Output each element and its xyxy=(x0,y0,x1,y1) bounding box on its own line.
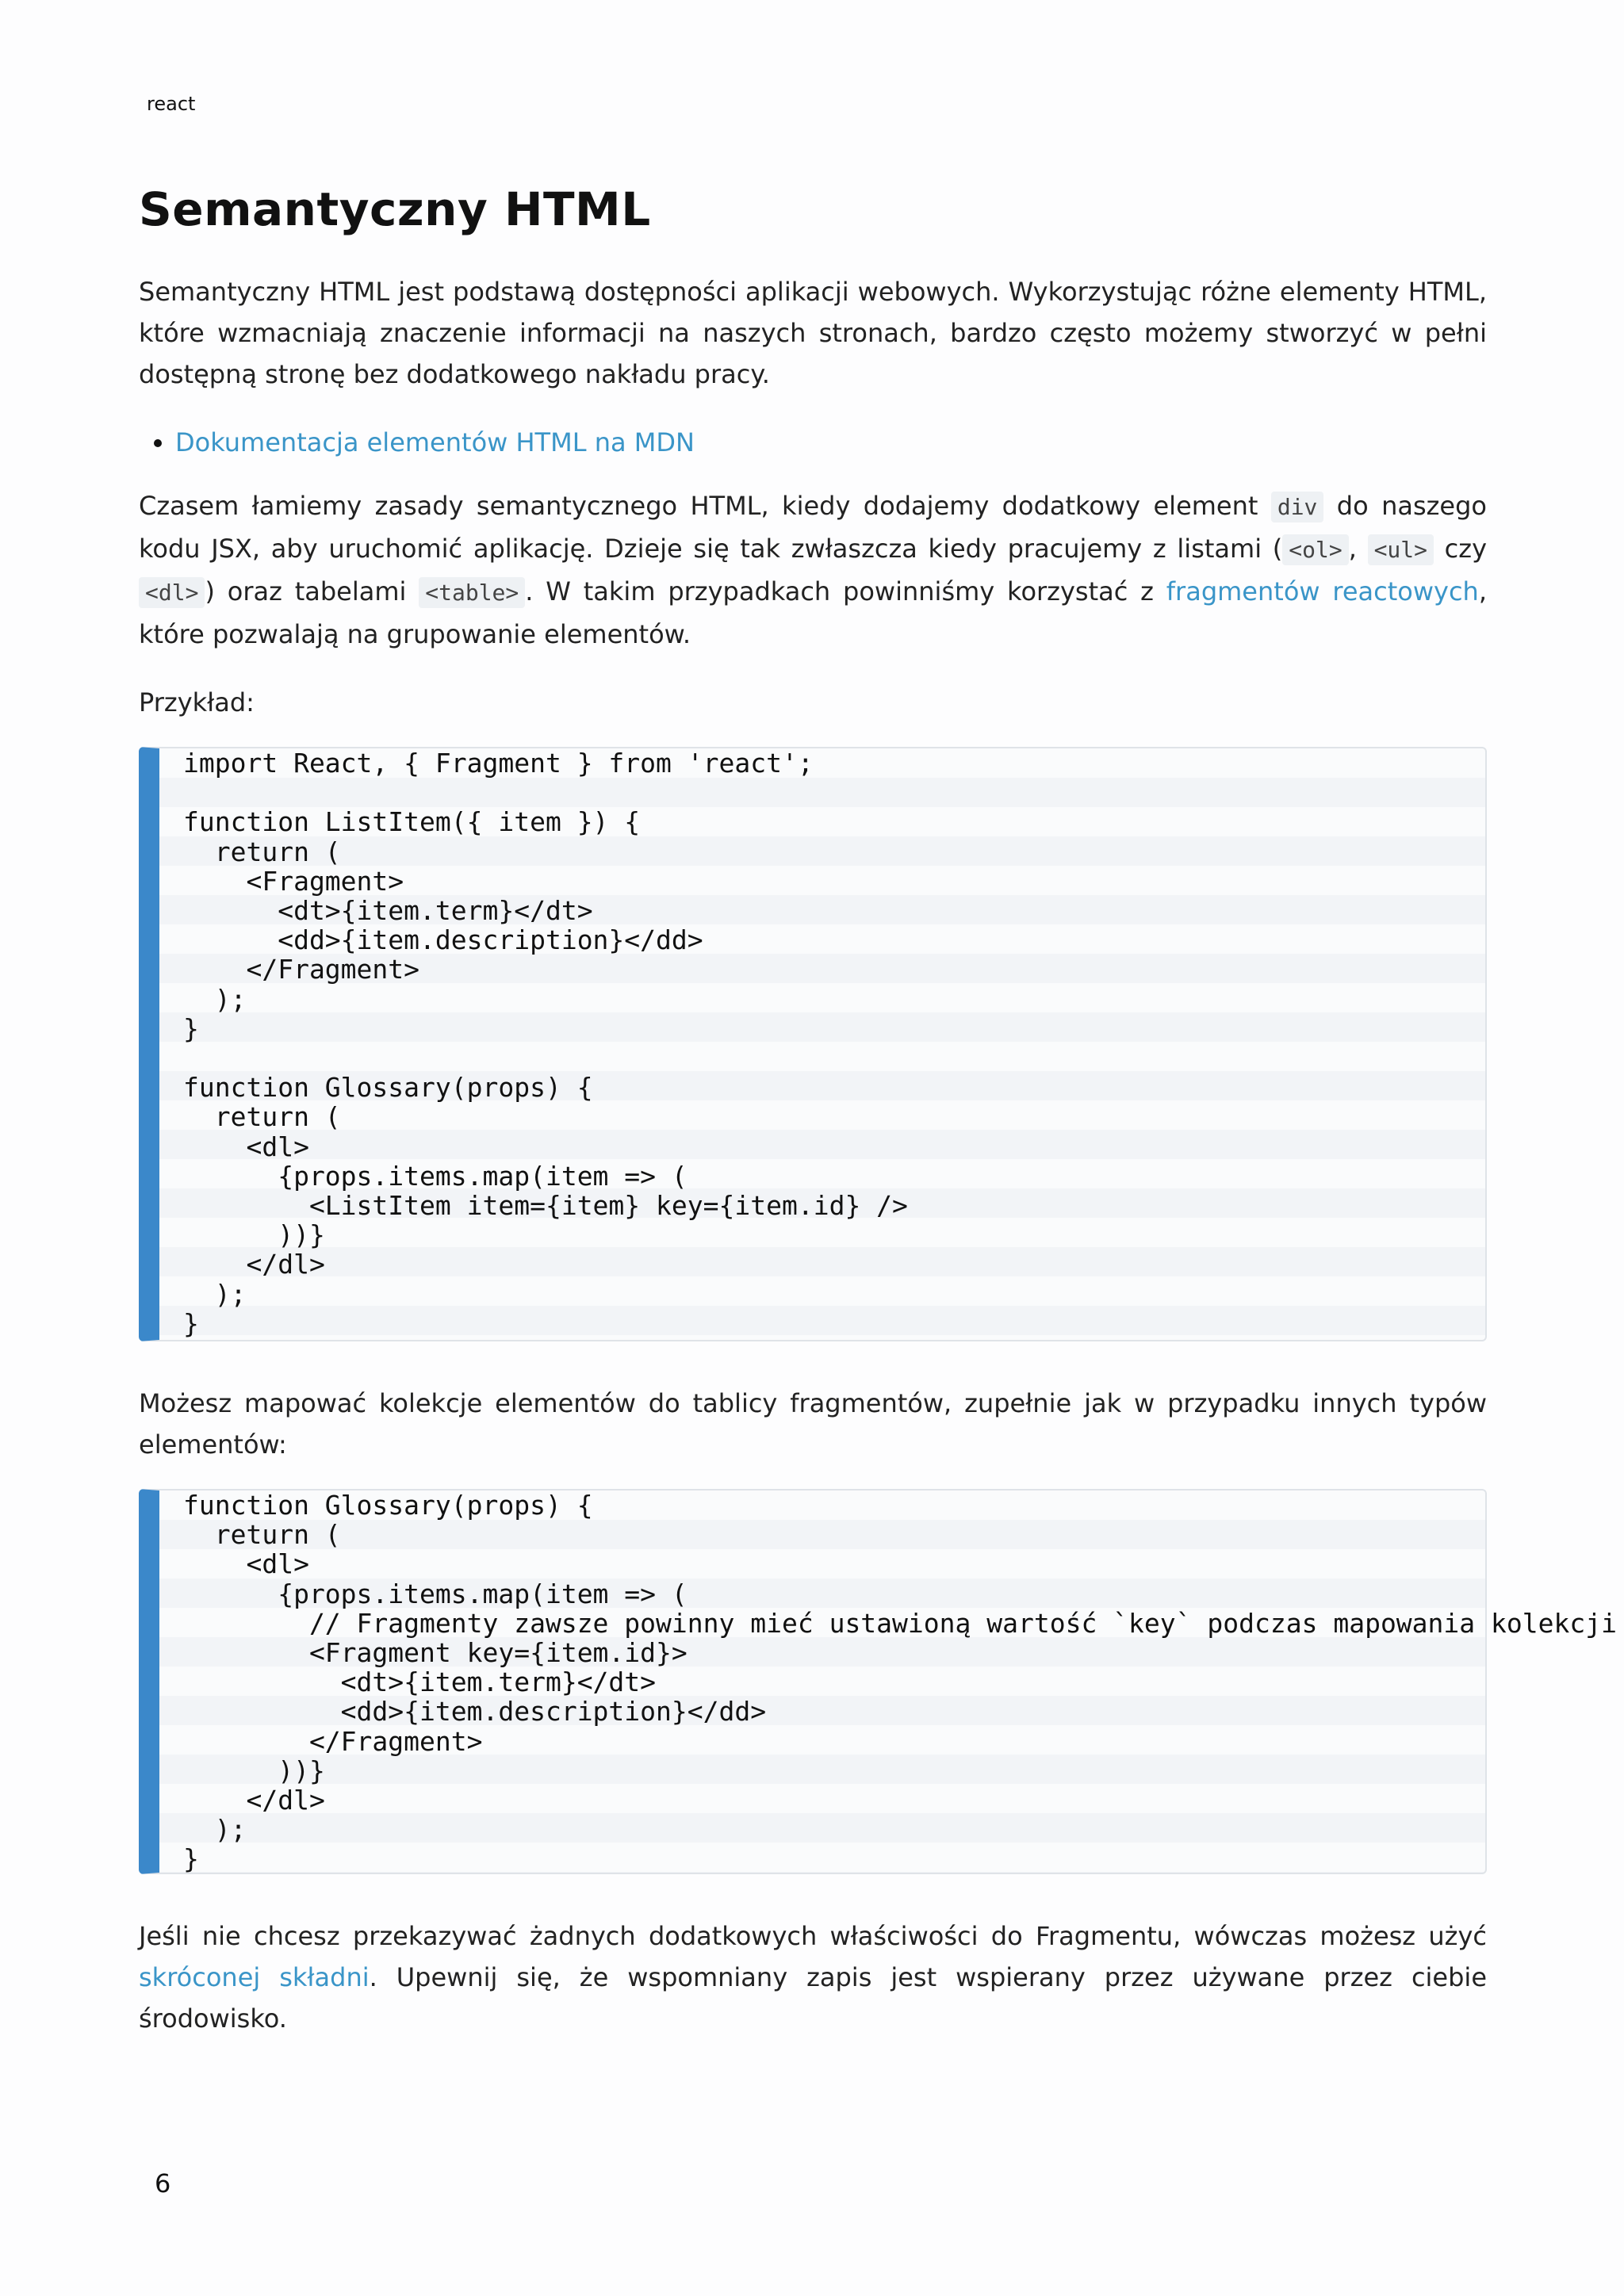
text: ) oraz tabelami xyxy=(205,576,419,607)
running-header: react xyxy=(147,93,196,115)
text: czy xyxy=(1434,534,1488,564)
code-block-glossary xyxy=(139,1489,1617,1875)
page-title: Semantyczny HTML xyxy=(139,182,651,236)
fragments-paragraph xyxy=(139,485,1487,655)
code-block-listitem xyxy=(139,747,1487,1341)
mdn-docs-link[interactable]: Dokumentacja elementów HTML na MDN xyxy=(175,427,695,457)
short-syntax-paragraph xyxy=(139,1915,1487,2039)
mapping-paragraph: Możesz mapować kolekcje elementów do tablicy fragmentów, zupełnie jak w przypadku innych typów elementów: xyxy=(139,1388,1487,1460)
page-content xyxy=(139,182,1617,2039)
short-syntax-link[interactable]: skróconej składni xyxy=(139,1962,370,1992)
page-number: 6 xyxy=(155,2168,171,2198)
text: . W takim przypadkach powinniśmy korzystać z xyxy=(525,576,1166,607)
inline-code-div: div xyxy=(1271,492,1324,522)
text: Jeśli nie chcesz przekazywać żadnych dodatkowych właściwości do Fragmentu, wówczas możesz użyć xyxy=(139,1921,1487,1951)
links-list xyxy=(139,422,1487,463)
inline-code-table: <table> xyxy=(419,577,525,608)
text: do naszego kodu JSX, aby uruchomić aplikację. Dzieje się tak zwłaszcza kiedy pracujemy z listami ( xyxy=(139,491,1488,564)
intro-paragraph: Semantyczny HTML jest podstawą dostępności aplikacji webowych. Wykorzystując różne elementy HTML, które wzmacniają znaczenie informacji na naszych stronach, bardzo często możemy stworzyć w pełni dostępną stronę bez dodatkowego nakładu pracy. xyxy=(139,277,1487,389)
example-label: Przykład: xyxy=(139,687,255,718)
react-fragments-link[interactable]: fragmentów reactowych xyxy=(1166,576,1479,607)
code-content: function Glossary(props) { return ( <dl> {props.items.map(item => ( // Fragmenty zawsze powinny mieć ustawioną wartość `key` podczas mapowania kolekcji <Fragment key={item.id}> <dt>{item.term}</dt> <dd>{item.description}</dd> </Fragment> ))} </dl> ); } xyxy=(183,1490,1617,1875)
text: . Upewnij się, że wspomniany zapis jest wspierany przez używane przez ciebie środowisko. xyxy=(139,1962,1488,2034)
text: , xyxy=(1348,534,1368,564)
inline-code-ul: <ul> xyxy=(1368,534,1434,565)
code-content: import React, { Fragment } from 'react'; function ListItem({ item }) { return ( <Fragment> <dt>{item.term}</dt> <dd>{item.description}</dd> </Fragment> ); } function Glossary(props) { return ( <dl> {props.items.map(item => ( <ListItem item={item} key={item.id} /> ))} </dl> ); } xyxy=(183,748,908,1339)
text: Czasem łamiemy zasady semantycznego HTML, kiedy dodajemy dodatkowy element xyxy=(139,491,1271,521)
text: , które pozwalają na grupowanie elementów. xyxy=(139,576,1488,649)
inline-code-dl: <dl> xyxy=(139,577,205,608)
list-item xyxy=(175,422,1487,463)
inline-code-ol: <ol> xyxy=(1282,534,1348,565)
